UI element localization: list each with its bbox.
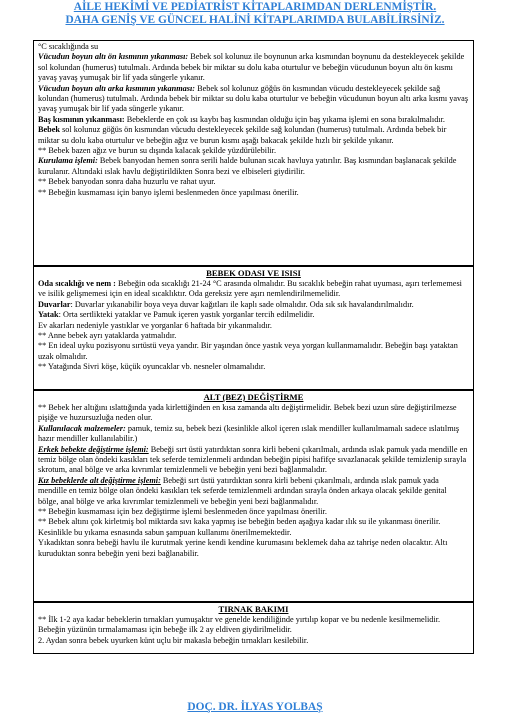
nails-paragraph-1: ** İlk 1-2 aya kadar bebeklerin tırnakları yumuşaktır ve genelde kendiliğinde yırtılıp kopar ve bu nedenle kesilmemelidir. Bebeğin yüzünün tırmalamaması için bebeğe ilk 2 ay eldiven giydirilmelidir. bbox=[38, 615, 441, 635]
diaper-title: ALT (BEZ) DEĞİŞTİRME bbox=[203, 392, 304, 402]
room-section bbox=[33, 266, 474, 390]
room-walls-paragraph bbox=[38, 300, 469, 310]
diaper-boy-paragraph bbox=[38, 445, 469, 476]
room-note-3: ** Yatağında Sivri köşe, küçük oyuncaklar vb. nesneler olmamalıdır. bbox=[38, 362, 266, 372]
bathing-intro: °C sıcaklığında su bbox=[38, 42, 99, 51]
diaper-materials-text: pamuk, temiz su, bebek bezi (kesinlikle alkol içeren ıslak mendiller kullanılmamalı sadece ıslatılmış hazır mendiller kullanılabilir.) bbox=[38, 423, 460, 444]
bathing-head-paragraph bbox=[38, 115, 469, 146]
bathing-drying-paragraph bbox=[38, 156, 469, 177]
author-footer: DOÇ. DR. İLYAS YOLBAŞ bbox=[187, 701, 323, 713]
nails-paragraph-2: 2. Aydan sonra bebek uyurken künt uçlu bir makasla bebeğin tırnakları kesilebilir. bbox=[38, 635, 309, 645]
nails-title: TIRNAK BAKIMI bbox=[218, 604, 289, 614]
bathing-head-bold: Bebek bbox=[38, 125, 61, 135]
diaper-intro-paragraph: ** Bebek her altığını ıslattığında yada kirlettiğinden en kısa zamanda altı değiştirmelidir. Bebek bezi uzun süre değiştirilmezse pişiğe ve huzursuzluğa neden olur. bbox=[38, 403, 457, 423]
bathing-head-text-1: Bebeklerde en çok ısı kaybı baş kısmından olduğu için baş yıkama işlemi en sona bırakılmalıdır. bbox=[124, 114, 445, 124]
room-note-2: ** En ideal uyku pozisyonu sırtüstü veya yandır. Bir yaşından önce yastık veya yorgan kullanmamalıdır. Bebeğin başı yataktan uzak olmalıdır. bbox=[38, 341, 458, 361]
diaper-materials-label: Kullanılacak malzemeler: bbox=[38, 423, 126, 433]
diaper-materials-paragraph bbox=[38, 424, 469, 445]
bathing-back-label: Vücudun boyun altı arka kısmının yıkanması: bbox=[38, 83, 196, 93]
room-temperature-label: Oda sıcaklığı ve nem : bbox=[38, 279, 116, 288]
diaper-girl-paragraph bbox=[38, 476, 469, 507]
bathing-front-label: Vücudun boyun altı ön kısmının yıkanması: bbox=[38, 52, 189, 62]
header-line-2: DAHA GENİŞ VE GÜNCEL HALİNİ KİTAPLARIMDA BULABİLİRSİNİZ. bbox=[65, 14, 445, 26]
bathing-drying-text: Bebek banyodan hemen sonra serili halde bulunan sıcak havluya yatırılır. Baş kısmından başlanacak şekilde kurulanır. Altındaki ıslak havlu değiştirildikten Sonra bezi ve elbiseleri giydirilir. bbox=[38, 156, 457, 176]
nails-section bbox=[33, 602, 474, 654]
bathing-back-paragraph bbox=[38, 84, 469, 115]
room-bed-label: Yatak bbox=[38, 310, 59, 320]
diaper-note-1: ** Bebeğin kusmaması için bez değiştirme işlemi beslenmeden önce yapılması önerilir. bbox=[38, 507, 327, 517]
room-bed-text: : Orta sertlikteki yataklar ve Pamuk içeren yastık yorganlar tercih edilmelidir. bbox=[58, 310, 315, 320]
bathing-front-paragraph bbox=[38, 52, 469, 83]
diaper-girl-label: Kız bebeklerde alt değiştirme işlemi: bbox=[38, 475, 161, 485]
bathing-head-label: Baş kısmının yıkanması: bbox=[38, 114, 125, 124]
diaper-girl-text: Bebeği sırt üstü yatırdıktan sonra kirli bebeni çıkarılmalı, ardında ıslak pamuk yada mendille en temiz bölge olan öndeki kasıkları tek seferde temizlenmeli ardından sırayla önden arkaya olacak şekilde genital bölge, anal bölge ve arka kıvrımlar temizlenmeli ve bebeğin yeni bezi bağlanmalıdır. bbox=[38, 475, 447, 506]
room-temperature-paragraph bbox=[38, 279, 469, 300]
room-note-1: ** Anne bebek ayrı yataklarda yatmalıdır. bbox=[38, 331, 177, 341]
room-temperature-text: Bebeğin oda sıcaklığı 21-24 °C arasında olmalıdır. Bu sıcaklık bebeğin rahat uyuması, aşırı terlememesi ve isilik gelişmemesi için en ideal sıcaklıktır. Oda gereksiz yere aşırı nemlendirilmemelidir. bbox=[38, 279, 462, 299]
header-line-1: AİLE HEKİMİ VE PEDİATRİST KİTAPLARIMDAN DERLENMİŞTİR. bbox=[73, 1, 437, 13]
diaper-note-2: ** Bebek altını çok kirletmiş bol miktarda sıvı kaka yapmış ise bebeğin beden aşağıya kadar ılık su ile yıkanması önerilir. Kesinlikle bu yıkama esnasında sabun şampuan kullanımı önerilmemektedir. bbox=[38, 517, 441, 537]
diaper-drying-paragraph: Yıkadıktan sonra bebeği havlu ile kurutmak yerine kendi kendine kurumasını beklemek daha az tahrişe neden olacaktır. Altı kuruduktan sonra bebeğin yeni bezi bağlanabilir. bbox=[38, 538, 448, 558]
bathing-note-3: ** Bebeğin kusmaması için banyo işlemi beslenmeden önce yapılması önerilir. bbox=[38, 187, 299, 197]
room-mites-paragraph: Ev akarları nedeniyle yastıklar ve yorganlar 6 haftada bir yıkanmalıdır. bbox=[38, 320, 272, 330]
room-walls-label: Duvarlar bbox=[38, 299, 71, 309]
bathing-back-text: Bebek sol kolunuz göğüs ön kısmından vücudu destekleyecek şekilde sağ kolundan (humerus) tutulmalı. Ardında bebek bir miktar su dolu kaba oturtulur ve bebeğin vücudunun boyun altı arka kısmı yavaş yavaş yumuşak bir lif yada süngerle yıkanır. bbox=[38, 83, 469, 114]
room-walls-text: : Duvarlar yıkanabilir boya veya duvar kağıtları ile kaplı sade olmalıdır. Oda sık sık havalandırılmalıdır. bbox=[70, 299, 414, 309]
bathing-section bbox=[33, 40, 474, 266]
diaper-section bbox=[33, 390, 474, 602]
bathing-note-1: ** Bebek bazen ağız ve burun su dışında kalacak şekilde yüzdürülebilir. bbox=[38, 146, 277, 156]
bathing-head-text-2: sol kolunuz göğüs ön kısmından vücudu destekleyecek şekilde sağ kolundan (humerus) tutulmalı. Ardında bebek bir miktar su dolu kaba oturtulur ve bebeğin ağız ve burun kısmı aşağı bakacak şekilde hızlı bir şekilde yıkanır. bbox=[38, 125, 447, 145]
bathing-drying-label: Kurulama işlemi: bbox=[38, 156, 98, 166]
bathing-front-text: Bebek sol kolunuz ile boynunun arka kısmından boynunu da destekleyecek şekilde sol kolundan (humerus) tutulmalı. Ardında bebek bir miktar su dolu kaba oturtulur ve bebeğin vücudunun boyun altı ön kısmı yavaş yavaş yumuşak bir lif yada süngerle yıkanır. bbox=[38, 52, 465, 83]
room-bed-paragraph bbox=[38, 310, 469, 320]
bathing-note-2: ** Bebek banyodan sonra daha huzurlu ve rahat uyur. bbox=[38, 177, 216, 187]
diaper-boy-text: Bebeği sırt üstü yatırdıktan sonra kirli bebeni çıkarılmalı, ardında ıslak pamuk yada mendille en temiz bölge olan öndeki kasıkları tek seferde temizlenmeli ardından bebeğin pipisi hafifçe sıvazlanacak şekilde temizlenip sırayla skrotum, anal bölge ve arka kıvrımlar temizlenmeli ve bebeğin yeni bezi bağlanmalıdır. bbox=[38, 444, 468, 475]
room-title: BEBEK ODASI VE ISISI bbox=[206, 268, 301, 278]
diaper-boy-label: Erkek bebekte değiştirme işlemi: bbox=[38, 444, 149, 454]
